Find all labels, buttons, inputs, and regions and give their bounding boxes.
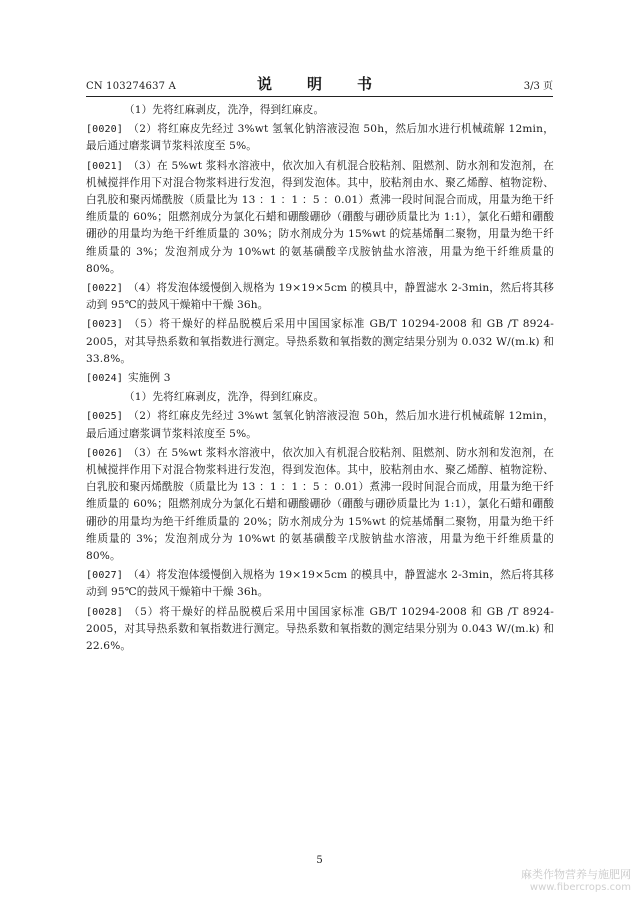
paragraph-text: （5）将干燥好的样品脱模后采用中国国家标准 GB/T 10294-2008 和 GB /T 8924-2005，对其导热系数和氧指数进行测定。导热系数和氧指数的测定结果分别为 0.043 W/(m.k) 和 22.6%。 <box>86 605 554 653</box>
paragraph <box>86 408 554 442</box>
watermark-url: www.fibercrops.com <box>529 882 631 893</box>
section-heading <box>86 370 554 387</box>
paragraph-text: （5）将干燥好的样品脱模后采用中国国家标准 GB/T 10294-2008 和 GB /T 8924-2005，对其导热系数和氧指数进行测定。导热系数和氧指数的测定结果分别为 0.032 W/(m.k) 和 33.8%。 <box>86 318 554 365</box>
watermark <box>521 868 631 894</box>
paragraph-number: [0021] <box>86 160 124 172</box>
page-indicator: 3/3 页 <box>523 81 553 92</box>
paragraph-text: （3）在 5%wt 浆料水溶液中，依次加入有机混合胶粘剂、阻燃剂、防水剂和发泡剂，在机械搅拌作用下对混合物浆料进行发泡，得到发泡体。其中，胶粘剂由水、聚乙烯醇、植物淀粉、白乳胶和聚丙烯酰胺（质量比为 13 ：1 ：1 ：5 ：0.01）煮沸一段时间混合而成，用量为绝干纤维质量的 60%；阻燃剂成分为氯化石蜡和硼酸硼砂（硼酸与硼砂质量比为 1:1），氯化石蜡和硼酸硼砂的用量均为绝干纤维质量的 30%；防水剂成分为 15%wt 的烷基烯酮二聚物，用量为绝干纤维质量的 3%；发泡剂成分为 10%wt 的氨基磺酸辛戊胺钠盐水溶液，用量为绝干纤维质量的 80%。 <box>86 159 554 275</box>
paragraph-text: （4）将发泡体缓慢倒入规格为 19×19×5cm 的模具中，静置滤水 2-3min，然后将其移动到 95℃的鼓风干燥箱中干燥 36h。 <box>86 282 554 312</box>
paragraph <box>86 389 554 406</box>
example-heading: 实施例 3 <box>128 372 171 385</box>
paragraph-text: （4）将发泡体缓慢倒入规格为 19×19×5cm 的模具中，静置滤水 2-3min，然后将其移动到 95℃的鼓风干燥箱中干燥 36h。 <box>86 569 554 599</box>
paragraph <box>86 158 554 278</box>
paragraph-number: [0024] <box>86 373 124 385</box>
paragraph-number: [0026] <box>86 447 124 459</box>
paragraph-text: （1）先将红麻剥皮，洗净，得到红麻皮。 <box>124 104 325 116</box>
watermark-site-name: 麻类作物营养与施肥网 <box>521 868 631 881</box>
paragraph-number: [0023] <box>86 319 124 331</box>
patent-number: CN 103274637 A <box>86 81 177 92</box>
paragraph <box>86 316 554 368</box>
paragraph <box>86 567 554 601</box>
paragraph-number: [0020] <box>86 124 124 136</box>
paragraph-text: （2）将红麻皮先经过 3%wt 氢氧化钠溶液浸泡 50h，然后加水进行机械疏解 12min，最后通过磨浆调节浆料浓度至 5%。 <box>86 123 554 153</box>
paragraph-number: [0027] <box>86 570 124 582</box>
page-header <box>86 72 553 97</box>
document-title: 说 明 书 <box>256 75 383 93</box>
paragraph-text: （3）在 5%wt 浆料水溶液中，依次加入有机混合胶粘剂、阻燃剂、防水剂和发泡剂，在机械搅拌作用下对混合物浆料进行发泡，得到发泡体。其中，胶粘剂由水、聚乙烯醇、植物淀粉、白乳胶和聚丙烯酰胺（质量比为 13 ：1 ：1 ：5 ：0.01）煮沸一段时间混合而成，用量为绝干纤维质量的 60%；阻燃剂成分为氯化石蜡和硼酸硼砂（硼酸与硼砂质量比为 1:1），氯化石蜡和硼酸硼砂的用量均为绝干纤维质量的 20%；防水剂成分为 15%wt 的烷基烯酮二聚物，用量为绝干纤维质量的 3%；发泡剂成分为 10%wt 的氨基磺酸辛戊胺钠盐水溶液，用量为绝干纤维质量的 80%。 <box>86 446 554 563</box>
paragraph <box>86 280 554 314</box>
paragraph <box>86 102 554 119</box>
paragraph-number: [0022] <box>86 283 124 295</box>
paragraph <box>86 445 554 565</box>
document-body <box>86 102 554 657</box>
paragraph-number: [0025] <box>86 411 124 423</box>
page-number: 5 <box>316 855 323 866</box>
paragraph-text: （1）先将红麻剥皮，洗净，得到红麻皮。 <box>124 391 325 404</box>
paragraph <box>86 604 554 656</box>
paragraph-number: [0028] <box>86 606 124 618</box>
paragraph <box>86 121 554 155</box>
paragraph-text: （2）将红麻皮先经过 3%wt 氢氧化钠溶液浸泡 50h，然后加水进行机械疏解 12min，最后通过磨浆调节浆料浓度至 5%。 <box>86 410 554 440</box>
